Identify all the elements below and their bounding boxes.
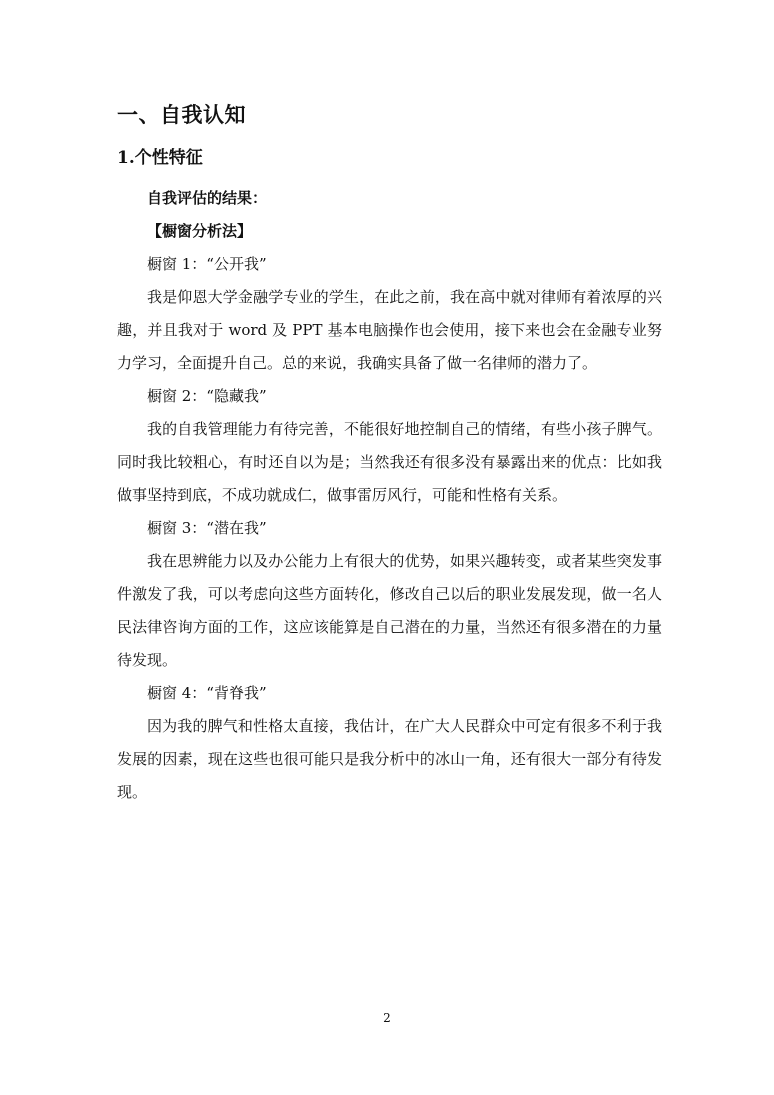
method-title: 【橱窗分析法】 — [147, 222, 253, 240]
section-heading: 一、自我认知 — [117, 102, 246, 127]
assessment-subtitle: 自我评估的结果： — [147, 189, 268, 207]
window-4-label: 橱窗 4：“背脊我” — [147, 684, 267, 702]
window-2-text: 我的自我管理能力有待完善，不能很好地控制自己的情绪，有些小孩子脾气。同时我比较粗心，有时还自以为是；当然我还有很多没有暴露出来的优点：比如我做事坚持到底，不成功就成仁，做事雷厉风行，可能和性格有关系。 — [117, 420, 662, 504]
window-2-label: 橱窗 2：“隐藏我” — [147, 387, 267, 405]
page-content — [117, 100, 662, 809]
window-4-text: 因为我的脾气和性格太直接，我估计，在广大人民群众中可定有很多不利于我发展的因素，现在这些也很可能只是我分析中的冰山一角，还有很大一部分有待发现。 — [117, 717, 662, 801]
window-3-text: 我在思辨能力以及办公能力上有很大的优势，如果兴趣转变，或者某些突发事件激发了我，可以考虑向这些方面转化，修改自己以后的职业发展发现，做一名人民法律咨询方面的工作，这应该能算是自己潜在的力量，当然还有很多潜在的力量待发现。 — [117, 552, 662, 669]
window-3-label: 橱窗 3：“潜在我” — [147, 519, 267, 537]
page-number: 2 — [383, 1011, 391, 1025]
subsection-heading: 1.个性特征 — [117, 148, 203, 168]
window-1-label: 橱窗 1：“公开我” — [147, 255, 267, 273]
window-1-text: 我是仰恩大学金融学专业的学生，在此之前，我在高中就对律师有着浓厚的兴趣，并且我对于 word 及 PPT 基本电脑操作也会使用，接下来也会在金融专业努力学习，全面提升自己。总的来说，我确实具备了做一名律师的潜力了。 — [117, 288, 662, 372]
